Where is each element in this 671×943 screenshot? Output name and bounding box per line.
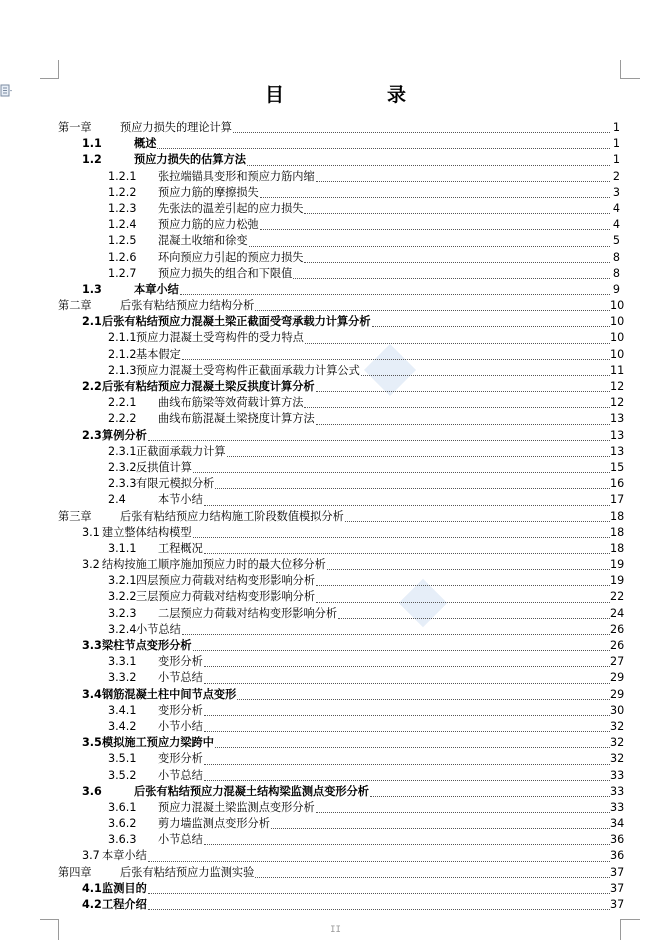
toc-entry[interactable] (58, 201, 620, 217)
crop-mark-bottom-right-h (620, 919, 640, 920)
toc-entry-number: 1.2.7 (108, 266, 137, 280)
toc-entry[interactable] (58, 379, 625, 395)
toc-entry-text: 剪力墙监测点变形分析 (158, 817, 270, 831)
toc-entry-page: 29 (610, 687, 625, 701)
toc-entry[interactable] (58, 120, 620, 136)
toc-dot-leader (316, 424, 610, 425)
toc-entry-page: 37 (610, 881, 625, 895)
toc-entry[interactable] (58, 428, 625, 444)
toc-entry-page: 36 (610, 833, 625, 847)
crop-mark-top-left-h (40, 78, 59, 79)
toc-entry-number: 1.2.4 (108, 218, 137, 232)
toc-entry-text: 张拉端锚具变形和预应力筋内缩 (158, 169, 315, 183)
toc-entry-page: 37 (610, 865, 625, 879)
toc-entry-text: 三层预应力荷载对结构变形影响分析 (136, 590, 316, 604)
toc-title: 目 录 (264, 84, 448, 106)
toc-entry-text: 建立整体结构模型 (102, 525, 192, 539)
crop-mark-top-left-v (58, 60, 59, 78)
toc-dot-leader (305, 343, 610, 344)
toc-entry-number: 3.2.3 (108, 606, 137, 620)
toc-entry-page: 10 (610, 331, 625, 345)
toc-entry[interactable] (58, 476, 625, 492)
toc-entry-page: 13 (610, 428, 625, 442)
toc-dot-leader (304, 262, 610, 263)
toc-entry-page: 15 (610, 460, 625, 474)
toc-entry-text: 小节总结 (158, 833, 203, 847)
toc-entry-text: 工程介绍 (102, 898, 147, 911)
toc-entry-number: 3.2.1 (108, 574, 137, 588)
toc-entry[interactable] (58, 492, 625, 508)
toc-entry-page: 16 (610, 477, 625, 491)
toc-entry[interactable] (58, 800, 625, 816)
toc-entry[interactable] (58, 881, 625, 897)
toc-dot-leader (338, 618, 610, 619)
toc-entry-text: 小节总结 (136, 622, 181, 636)
toc-entry-text: 后张有粘结预应力混凝土结构梁监测点变形分析 (134, 784, 369, 798)
toc-entry-text: 算例分析 (102, 428, 147, 442)
toc-entry[interactable] (58, 136, 620, 152)
toc-dot-leader (316, 585, 610, 586)
toc-entry-text: 预应力筋的摩擦损失 (158, 185, 259, 199)
crop-mark-top-right-v (620, 60, 621, 78)
toc-entry-number: 1.2.3 (108, 201, 137, 215)
toc-entry[interactable] (58, 865, 625, 881)
toc-entry-text: 后张有粘结预应力监测实验 (120, 865, 255, 879)
toc-entry-page: 19 (610, 574, 625, 588)
toc-dot-leader (327, 569, 610, 570)
toc-dot-leader (204, 844, 610, 845)
toc-entry-number: 2.3.1 (108, 444, 137, 458)
toc-entry-text: 小节小结 (158, 719, 203, 733)
toc-entry-text: 工程概况 (158, 541, 203, 555)
toc-dot-leader (204, 505, 610, 506)
toc-entry-text: 预应力混凝土受弯构件的受力特点 (136, 331, 304, 345)
toc-entry-page: 3 (612, 185, 620, 199)
toc-entry[interactable] (58, 751, 625, 767)
toc-dot-leader (372, 326, 610, 327)
toc-entry-page: 19 (610, 558, 625, 572)
toc-dot-leader (304, 213, 610, 214)
toc-dot-leader (304, 407, 610, 408)
toc-entry-number: 3.4 (82, 687, 102, 701)
toc-entry-page: 36 (610, 849, 625, 863)
toc-entry[interactable] (58, 638, 625, 654)
toc-entry-number: 3.4.1 (108, 703, 137, 717)
toc-dot-leader (260, 229, 610, 230)
toc-entry-page: 33 (610, 800, 625, 814)
toc-entry-page: 10 (610, 347, 625, 361)
toc-entry-page: 9 (612, 282, 620, 296)
toc-entry-number: 1.2 (82, 153, 102, 167)
toc-entry-number: 第二章 (58, 299, 92, 313)
toc-entry-text: 四层预应力荷载对结构变形影响分析 (136, 574, 316, 588)
toc-dot-leader (370, 796, 610, 797)
toc-entry-text: 本节小结 (158, 493, 203, 507)
toc-entry[interactable] (58, 347, 625, 363)
toc-entry-number: 2.3.3 (108, 477, 137, 491)
toc-entry-number: 3.2 (82, 558, 100, 572)
toc-entry-page: 10 (610, 299, 625, 313)
toc-entry-text: 后张有粘结预应力结构施工阶段数值模拟分析 (120, 509, 344, 523)
toc-entry-page: 34 (610, 817, 625, 831)
toc-entry[interactable] (58, 557, 625, 573)
toc-entry-text: 基本假定 (136, 347, 181, 361)
toc-entry-number: 3.5.1 (108, 752, 137, 766)
toc-entry-page: 32 (610, 736, 625, 750)
toc-entry-page: 8 (612, 266, 620, 280)
toc-entry-text: 后张有粘结预应力结构分析 (120, 299, 255, 313)
toc-entry-number: 2.2 (82, 380, 102, 393)
toc-entry-text: 变形分析 (158, 655, 203, 669)
toc-entry-number: 3.6.2 (108, 817, 137, 831)
toc-entry[interactable] (58, 509, 625, 525)
toc-entry-page: 5 (612, 234, 620, 248)
toc-entry-number: 2.3 (82, 428, 102, 442)
toc-entry[interactable] (58, 719, 625, 735)
toc-dot-leader (316, 602, 610, 603)
table-of-contents (58, 120, 625, 913)
toc-entry-number: 1.3 (82, 282, 102, 296)
toc-entry-text: 后张有粘结预应力混凝土梁正截面受弯承载力计算分析 (102, 315, 371, 329)
toc-dot-leader (148, 440, 610, 441)
toc-dot-leader (182, 634, 610, 635)
toc-entry-text: 预应力混凝土受弯构件正截面承载力计算公式 (136, 363, 360, 377)
toc-entry-number: 3.1.1 (108, 541, 137, 555)
toc-entry[interactable] (58, 363, 625, 379)
toc-entry-page: 32 (610, 719, 625, 733)
toc-dot-leader (255, 877, 610, 878)
toc-entry-page: 12 (610, 396, 625, 410)
toc-entry-number: 3.1 (82, 525, 100, 539)
toc-entry-page: 33 (610, 784, 625, 798)
toc-entry[interactable] (58, 250, 620, 266)
toc-entry-page: 13 (610, 412, 625, 426)
toc-entry-number: 3.6.1 (108, 800, 137, 814)
toc-entry-text: 钢筋混凝土柱中间节点变形 (102, 687, 237, 701)
toc-entry-text: 后张有粘结预应力混凝土梁反拱度计算分析 (102, 380, 315, 393)
toc-entry[interactable] (58, 217, 620, 233)
toc-entry[interactable] (58, 589, 625, 605)
crop-mark-top-right-h (620, 78, 640, 79)
toc-entry[interactable] (58, 541, 625, 557)
toc-entry[interactable] (58, 314, 625, 330)
toc-entry-text: 模拟施工预应力梁跨中 (102, 736, 214, 750)
toc-entry-page: 11 (610, 363, 625, 377)
toc-dot-leader (215, 488, 610, 489)
toc-entry-text: 反拱值计算 (136, 460, 192, 474)
toc-entry-number: 2.2.2 (108, 412, 137, 426)
toc-dot-leader (148, 893, 610, 894)
toc-entry-number: 4.1 (82, 881, 102, 895)
toc-entry-text: 概述 (134, 137, 157, 151)
toc-entry-text: 二层预应力荷载对结构变形影响分析 (158, 606, 338, 620)
toc-entry-text: 混凝土收缩和徐变 (158, 234, 248, 248)
toc-entry[interactable] (58, 266, 620, 282)
toc-dot-leader (260, 197, 610, 198)
toc-dot-leader (316, 391, 610, 392)
toc-dot-leader (233, 132, 610, 133)
toc-entry-number: 3.4.2 (108, 719, 137, 733)
toc-entry-text: 预应力损失的理论计算 (120, 121, 232, 134)
toc-entry-page: 26 (610, 622, 625, 636)
toc-entry-page: 37 (610, 898, 625, 911)
toc-dot-leader (204, 731, 610, 732)
toc-entry-page: 1 (612, 137, 620, 151)
toc-entry[interactable] (58, 573, 625, 589)
toc-dot-leader (204, 666, 610, 667)
toc-entry-number: 2.1.3 (108, 363, 137, 377)
toc-dot-leader (361, 375, 610, 376)
toc-dot-leader (193, 537, 610, 538)
toc-entry-number: 1.2.2 (108, 185, 137, 199)
toc-dot-leader (180, 294, 610, 295)
page-number-footer: II (330, 925, 341, 935)
toc-entry-page: 1 (612, 121, 620, 134)
toc-entry-page: 12 (610, 380, 625, 393)
toc-entry-text: 预应力损失的估算方法 (134, 153, 246, 167)
toc-dot-leader (247, 165, 610, 166)
toc-entry[interactable] (58, 233, 620, 249)
toc-entry-number: 3.6.3 (108, 833, 137, 847)
toc-entry[interactable] (58, 411, 625, 427)
toc-entry[interactable] (58, 703, 625, 719)
toc-entry-page: 32 (610, 752, 625, 766)
toc-entry-number: 1.2.1 (108, 169, 137, 183)
toc-dot-leader (204, 553, 610, 554)
toc-entry[interactable] (58, 816, 625, 832)
toc-entry-number: 3.3.1 (108, 655, 137, 669)
toc-entry-page: 27 (610, 655, 625, 669)
toc-dot-leader (237, 699, 610, 700)
toc-entry[interactable] (58, 185, 620, 201)
toc-entry-page: 26 (610, 639, 625, 652)
toc-entry-text: 梁柱节点变形分析 (102, 639, 192, 652)
toc-entry-page: 13 (610, 444, 625, 458)
toc-entry-number: 3.7 (82, 849, 100, 863)
toc-entry[interactable] (58, 670, 625, 686)
toc-entry-text: 正截面承载力计算 (136, 444, 226, 458)
toc-entry-page: 24 (610, 606, 625, 620)
toc-entry-page: 22 (610, 590, 625, 604)
toc-dot-leader (316, 181, 610, 182)
toc-entry-number: 3.2.2 (108, 590, 137, 604)
toc-entry[interactable] (58, 169, 620, 185)
toc-entry-page: 8 (612, 250, 620, 264)
toc-entry-page: 4 (612, 218, 620, 232)
toc-entry[interactable] (58, 832, 625, 848)
toc-dot-leader (204, 715, 610, 716)
toc-entry-text: 预应力混凝土梁监测点变形分析 (158, 800, 315, 814)
toc-entry-text: 预应力损失的组合和下限值 (158, 266, 293, 280)
toc-entry-number: 第一章 (58, 121, 92, 134)
toc-dot-leader (157, 148, 610, 149)
toc-entry-number: 2.1.1 (108, 331, 137, 345)
toc-entry-page: 18 (610, 525, 625, 539)
toc-entry[interactable] (58, 897, 625, 913)
toc-entry-page: 29 (610, 671, 625, 685)
toc-dot-leader (148, 909, 610, 910)
toc-entry-number: 2.1 (82, 315, 102, 329)
toc-entry[interactable] (58, 606, 625, 622)
toc-dot-leader (293, 278, 610, 279)
toc-entry[interactable] (58, 298, 625, 314)
toc-dot-leader (193, 650, 610, 651)
toc-entry-text: 预应力筋的应力松弛 (158, 218, 259, 232)
toc-entry-text: 监测目的 (102, 881, 147, 895)
toc-entry-page: 33 (610, 768, 625, 782)
toc-entry-number: 2.2.1 (108, 396, 137, 410)
toc-entry-number: 2.3.2 (108, 460, 137, 474)
toc-entry-page: 10 (610, 315, 625, 329)
toc-entry-text: 曲线布筋梁等效荷载计算方法 (158, 396, 304, 410)
toc-entry-number: 1.1 (82, 137, 102, 151)
toc-entry[interactable] (58, 768, 625, 784)
toc-entry-number: 2.4 (108, 493, 126, 507)
toc-entry-page: 17 (610, 493, 625, 507)
toc-dot-leader (215, 747, 610, 748)
toc-dot-leader (345, 521, 610, 522)
toc-dot-leader (227, 456, 610, 457)
toc-entry[interactable] (58, 687, 625, 703)
toc-entry[interactable] (58, 460, 625, 476)
toc-dot-leader (316, 812, 610, 813)
toc-entry-number: 第四章 (58, 865, 92, 879)
toc-entry[interactable] (58, 654, 625, 670)
toc-entry-page: 1 (612, 153, 620, 167)
toc-entry-number: 3.5 (82, 736, 102, 750)
toc-entry[interactable] (58, 282, 620, 298)
toc-dot-leader (204, 683, 610, 684)
toc-dot-leader (182, 359, 610, 360)
toc-entry[interactable] (58, 152, 620, 168)
crop-mark-bottom-left-h (40, 919, 59, 920)
toc-entry-number: 4.2 (82, 898, 102, 911)
toc-entry[interactable] (58, 444, 625, 460)
toc-entry[interactable] (58, 784, 625, 800)
toc-entry[interactable] (58, 735, 625, 751)
toc-dot-leader (249, 246, 610, 247)
toc-entry-text: 环向预应力引起的预应力损失 (158, 250, 304, 264)
toc-entry-page: 2 (612, 169, 620, 183)
toc-entry-text: 结构按施工顺序施加预应力时的最大位移分析 (102, 558, 326, 572)
toc-entry-number: 3.2.4 (108, 622, 137, 636)
toc-entry-text: 先张法的温差引起的应力损失 (158, 201, 304, 215)
toc-entry-page: 18 (610, 541, 625, 555)
toc-entry[interactable] (58, 525, 625, 541)
toc-entry[interactable] (58, 395, 625, 411)
toc-entry-page: 30 (610, 703, 625, 717)
toc-entry-text: 本章小结 (134, 282, 179, 296)
toc-entry-number: 3.3.2 (108, 671, 137, 685)
toc-entry-number: 2.1.2 (108, 347, 137, 361)
toc-dot-leader (193, 472, 610, 473)
toc-entry-number: 3.3 (82, 639, 102, 652)
toc-entry-page: 4 (612, 201, 620, 215)
toc-entry-text: 曲线布筋混凝土梁挠度计算方法 (158, 412, 315, 426)
toc-entry-text: 小节总结 (158, 768, 203, 782)
toc-entry[interactable] (58, 848, 625, 864)
toc-dot-leader (204, 764, 610, 765)
toc-entry-text: 变形分析 (158, 752, 203, 766)
toc-dot-leader (148, 861, 610, 862)
toc-entry-text: 变形分析 (158, 703, 203, 717)
toc-entry[interactable] (58, 622, 625, 638)
toc-entry[interactable] (58, 330, 625, 346)
toc-entry-text: 有限元模拟分析 (136, 477, 215, 491)
toc-entry-page: 18 (610, 509, 625, 523)
toc-entry-text: 本章小结 (102, 849, 147, 863)
toc-entry-text: 小节总结 (158, 671, 203, 685)
toc-entry-number: 第三章 (58, 509, 92, 523)
toc-dot-leader (271, 828, 610, 829)
toc-entry-number: 3.6 (82, 784, 102, 798)
toc-entry-number: 1.2.6 (108, 250, 137, 264)
toc-dot-leader (255, 310, 610, 311)
toc-entry-number: 1.2.5 (108, 234, 137, 248)
toc-dot-leader (204, 780, 610, 781)
toc-entry-number: 3.5.2 (108, 768, 137, 782)
